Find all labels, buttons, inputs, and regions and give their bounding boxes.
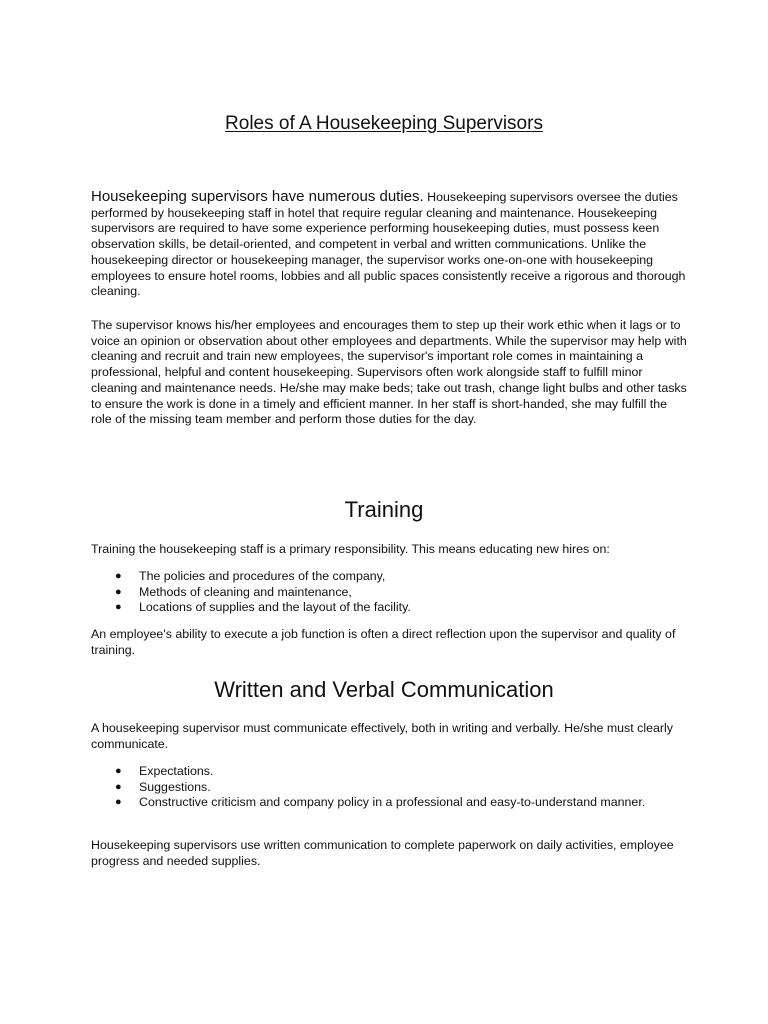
list-item	[91, 569, 651, 585]
list-item	[91, 780, 651, 796]
supervisor-role-paragraph: The supervisor knows his/her employees and encourages them to step up their work ethic when it lags or to voice an opinion or observation about other employees and departments. While the supervisor may help with cleaning and recruit and train new employees, the supervisor's important role comes in maintaining a professional, helpful and content housekeeping. Supervisors often work alongside staff to fulfill minor cleaning and maintenance needs. He/she may make beds; take out trash, change light bulbs and other tasks to ensure the work is done in a timely and efficient manner. In her staff is short-handed, she may fulfill the role of the missing team member and perform those duties for the day.	[91, 318, 687, 427]
bullet-icon: ●	[115, 780, 122, 793]
bullet-icon: ●	[115, 796, 122, 809]
bullet-icon: ●	[115, 601, 122, 614]
bullet-icon: ●	[115, 765, 122, 777]
list-item-text: Expectations.	[139, 764, 214, 778]
intro-paragraph	[91, 189, 691, 300]
training-heading: Training	[344, 497, 424, 522]
list-item-text: Methods of cleaning and maintenance,	[139, 584, 352, 599]
list-item	[91, 600, 651, 616]
list-item	[91, 585, 651, 601]
training-intro-paragraph: Training the housekeeping staff is a primary responsibility. This means educating new hires on:	[91, 542, 610, 556]
communication-heading: Written and Verbal Communication	[214, 677, 554, 702]
list-item-text: The policies and procedures of the company,	[139, 569, 386, 583]
communication-closing-paragraph: Housekeeping supervisors use written communication to complete paperwork on daily activities, employee progress and needed supplies.	[91, 838, 674, 868]
page-title: Roles of A Housekeeping Supervisors	[225, 113, 543, 134]
communication-intro-paragraph: A housekeeping supervisor must communicate effectively, both in writing and verbally. He/she must clearly communicate.	[91, 721, 673, 751]
training-list	[91, 569, 651, 616]
intro-lead-sentence: Housekeeping supervisors have numerous duties.	[91, 188, 424, 205]
intro-body-text: Housekeeping supervisors oversee the duties performed by housekeeping staff in hotel that require regular cleaning and maintenance. Housekeeping supervisors are required to have some experience performing housekeeping duties, must possess keen observation skills, be detail-oriented, and competent in verbal and written communications. Unlike the housekeeping director or housekeeping manager, the supervisor works one-on-one with housekeeping employees to ensure hotel rooms, lobbies and all public spaces consistently receive a rigorous and thorough cleaning.	[91, 190, 686, 299]
bullet-icon: ●	[115, 570, 122, 582]
list-item-text: Suggestions.	[139, 779, 211, 794]
list-item-text: Constructive criticism and company policy in a professional and easy-to-understand manner.	[139, 795, 646, 810]
list-item-text: Locations of supplies and the layout of the facility.	[139, 600, 411, 615]
bullet-icon: ●	[115, 585, 122, 598]
list-item	[91, 764, 651, 780]
training-closing-paragraph: An employee's ability to execute a job function is often a direct reflection upon the supervisor and quality of training.	[91, 627, 676, 657]
communication-list	[91, 764, 651, 811]
list-item	[91, 795, 651, 811]
